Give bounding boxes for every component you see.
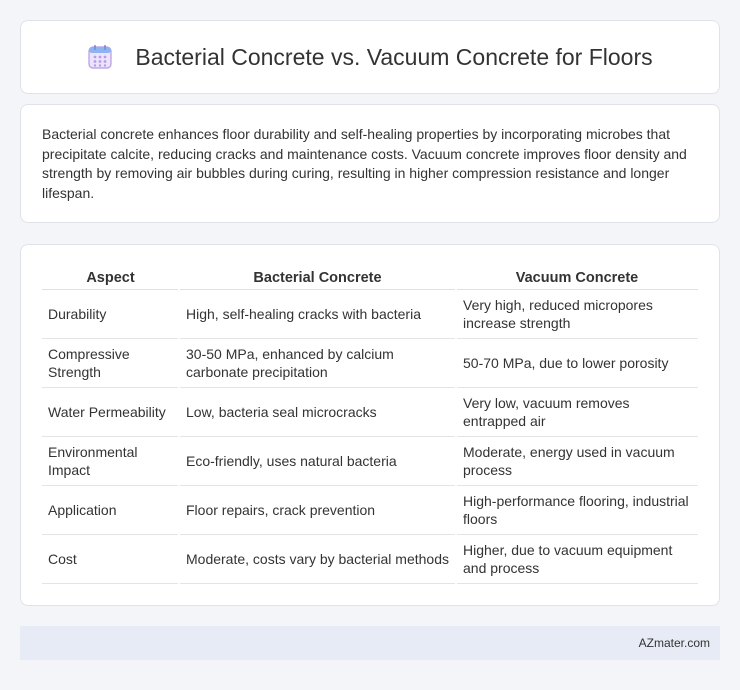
- header-vacuum-concrete: Vacuum Concrete: [456, 264, 698, 290]
- row-bacterial-value: Eco-friendly, uses natural bacteria: [179, 437, 456, 486]
- row-vacuum-value: High-performance flooring, industrial floors: [456, 486, 698, 535]
- table-row: [42, 290, 698, 339]
- table-row: [42, 339, 698, 388]
- comparison-card: [20, 244, 720, 606]
- summary-card: [20, 104, 720, 223]
- row-aspect: Water Permeability: [42, 388, 179, 437]
- table-row: [42, 437, 698, 486]
- row-bacterial-value: Floor repairs, crack prevention: [179, 486, 456, 535]
- row-bacterial-value: High, self-healing cracks with bacteria: [179, 290, 456, 339]
- row-vacuum-value: Higher, due to vacuum equipment and process: [456, 535, 698, 584]
- row-vacuum-value: Very high, reduced micropores increase strength: [456, 290, 698, 339]
- table-row: [42, 535, 698, 584]
- table-row: [42, 388, 698, 437]
- page-title: Bacterial Concrete vs. Vacuum Concrete for Floors: [135, 43, 653, 70]
- row-bacterial-value: Low, bacteria seal microcracks: [179, 388, 456, 437]
- row-bacterial-value: Moderate, costs vary by bacterial methods: [179, 535, 456, 584]
- footer: [20, 626, 720, 660]
- row-aspect: Environmental Impact: [42, 437, 179, 486]
- row-vacuum-value: Very low, vacuum removes entrapped air: [456, 388, 698, 437]
- row-vacuum-value: Moderate, energy used in vacuum process: [456, 437, 698, 486]
- summary-text: Bacterial concrete enhances floor durability and self-healing properties by incorporating microbes that precipitate calcite, reducing cracks and maintenance costs. Vacuum concrete improves floor density and strength by removing air bubbles during curing, resulting in higher compression resistance and longer lifespan.: [42, 126, 687, 201]
- comparison-table: [42, 264, 698, 584]
- header-aspect: Aspect: [42, 264, 179, 290]
- table-header-row: [42, 264, 698, 290]
- row-aspect: Compressive Strength: [42, 339, 179, 388]
- row-bacterial-value: 30-50 MPa, enhanced by calcium carbonate precipitation: [179, 339, 456, 388]
- row-aspect: Application: [42, 486, 179, 535]
- footer-site-name: AZmater.com: [638, 636, 710, 650]
- table-row: [42, 486, 698, 535]
- row-aspect: Durability: [42, 290, 179, 339]
- header-bacterial-concrete: Bacterial Concrete: [179, 264, 456, 290]
- title-card: [20, 20, 720, 94]
- row-vacuum-value: 50-70 MPa, due to lower porosity: [456, 339, 698, 388]
- row-aspect: Cost: [42, 535, 179, 584]
- calendar-icon: [87, 44, 113, 70]
